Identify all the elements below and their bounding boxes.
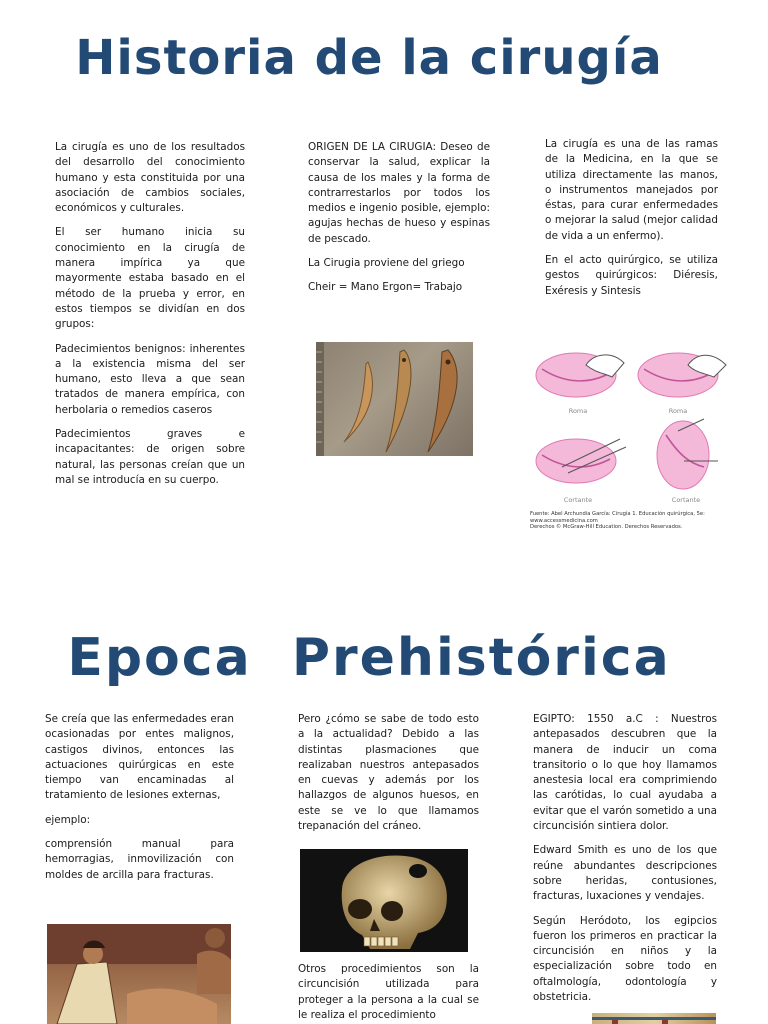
cutting-diagram-illustration <box>528 343 738 503</box>
paragraph: Padecimientos benignos: inherentes a la existencia misma del ser humano, esto lleva a que sean tratados de manera empírica, con herbolaria o remedios caseros <box>55 342 245 416</box>
diagram-caption <box>528 511 738 528</box>
ancient-surgery-painting <box>47 924 231 1024</box>
paragraph: Según Heródoto, los egipcios fueron los primeros en practicar la circuncisión en niños y la especialización sobre todo en oftalmología, odontología y obstetricia. <box>533 914 717 1004</box>
prehistoric-column-2b <box>298 962 479 1024</box>
history-column-1 <box>55 140 245 497</box>
caption-line: Fuente: Abel Archundia García: Cirugía 1. Educación quirúrgica, 5e: <box>530 511 705 517</box>
paragraph: En el acto quirúrgico, se utiliza gestos quirúrgicos: Diéresis, Exéresis y Sintesis <box>545 254 718 297</box>
bone-needles-illustration <box>316 342 473 456</box>
diagram-label: Cortante <box>563 496 593 503</box>
prehistoric-column-3 <box>533 712 717 1014</box>
history-column-3 <box>545 137 718 308</box>
paragraph: Otros procedimientos son la circuncisión utilizada para proteger a la persona a la cual se le realiza el procedimiento <box>298 963 479 1021</box>
skull-illustration <box>300 849 468 952</box>
paragraph: La Cirugia proviene del griego <box>308 257 465 270</box>
paragraph: La cirugía es una de las ramas de la Medicina, en la que se utiliza directamente las manos, o instrumentos manejados por éstas, para curar enfermedades o mejorar la salud (mejor calidad de vida a un enfermo). <box>545 138 718 242</box>
diagram-label: Roma <box>568 407 588 415</box>
paragraph: ORIGEN DE LA CIRUGIA: Deseo de conservar la salud, explicar la causa de los males y la forma de contrarrestarlos por todos los medios e ingenio posible, ejemplo: agujas hechas de hueso y espinas de pescado. <box>308 141 490 245</box>
caption-line: Derechos © McGraw-Hill Education. Derechos Reservados. <box>530 524 683 528</box>
paragraph: El ser humano inicia su conocimiento en la cirugía de manera impírica ya que mayormente estaba basado en el método de la prueba y error, en estos tiempos se dividían en dos grupos: <box>55 226 245 331</box>
page-title: Historia de la cirugía <box>75 30 663 86</box>
history-column-2 <box>308 140 490 305</box>
diagram-label: Roma <box>668 407 688 415</box>
section-title: Epoca Prehistórica <box>67 628 671 688</box>
paragraph: ejemplo: <box>45 813 91 826</box>
caption-line: www.accessmedicina.com <box>530 517 598 524</box>
egyptian-relief-image <box>592 1013 716 1024</box>
egyptian-relief-illustration <box>592 1017 716 1024</box>
painting-illustration <box>47 924 231 1024</box>
paragraph: EGIPTO: 1550 a.C : Nuestros antepasados descubren que la manera de inducir un coma transitorio o lo que hoy llamamos anestesia local era comprimiendo las carótidas, lo cual ayudaba a evitar que el varón sometido a una circuncisión sintiera dolor. <box>533 713 717 833</box>
paragraph: Se creía que las enfermedades eran ocasionadas por entes malignos, castigos divinos, entonces las actuaciones quirúrgicas en este tiempo van encaminadas al tratamiento de lesiones externas, <box>45 713 234 802</box>
trepanned-skull-image <box>300 849 468 952</box>
prehistoric-column-1 <box>45 712 234 892</box>
diagram-label: Cortante <box>671 496 701 503</box>
paragraph: Padecimientos graves e incapacitantes: de origen sobre natural, las personas creían que un mal se introducía en su cuerpo. <box>55 428 245 486</box>
paragraph: comprensión manual para hemorragias, inmovilización con moldes de arcilla para fracturas. <box>45 838 234 881</box>
paragraph: Pero ¿cómo se sabe de todo esto a la actualidad? Debido a las distintas plasmaciones que realizaban nuestros antepasados en cuevas y además por los hallazgos de algunos huesos, en este se ve lo que llamamos trepanación del cráneo. <box>298 713 479 833</box>
surgical-cutting-diagram <box>528 343 738 528</box>
bone-needles-image <box>316 342 473 456</box>
prehistoric-column-2 <box>298 712 479 843</box>
paragraph: Edward Smith es uno de los que reúne abundantes descripciones sobre heridas, contusiones, fracturas, luxaciones y vendajes. <box>533 844 717 903</box>
paragraph: Cheir = Mano Ergon= Trabajo <box>308 281 463 294</box>
paragraph: La cirugía es uno de los resultados del desarrollo del conocimiento humano y esta constituida por una asociación de cambios sociales, económicos y culturales. <box>55 141 245 215</box>
